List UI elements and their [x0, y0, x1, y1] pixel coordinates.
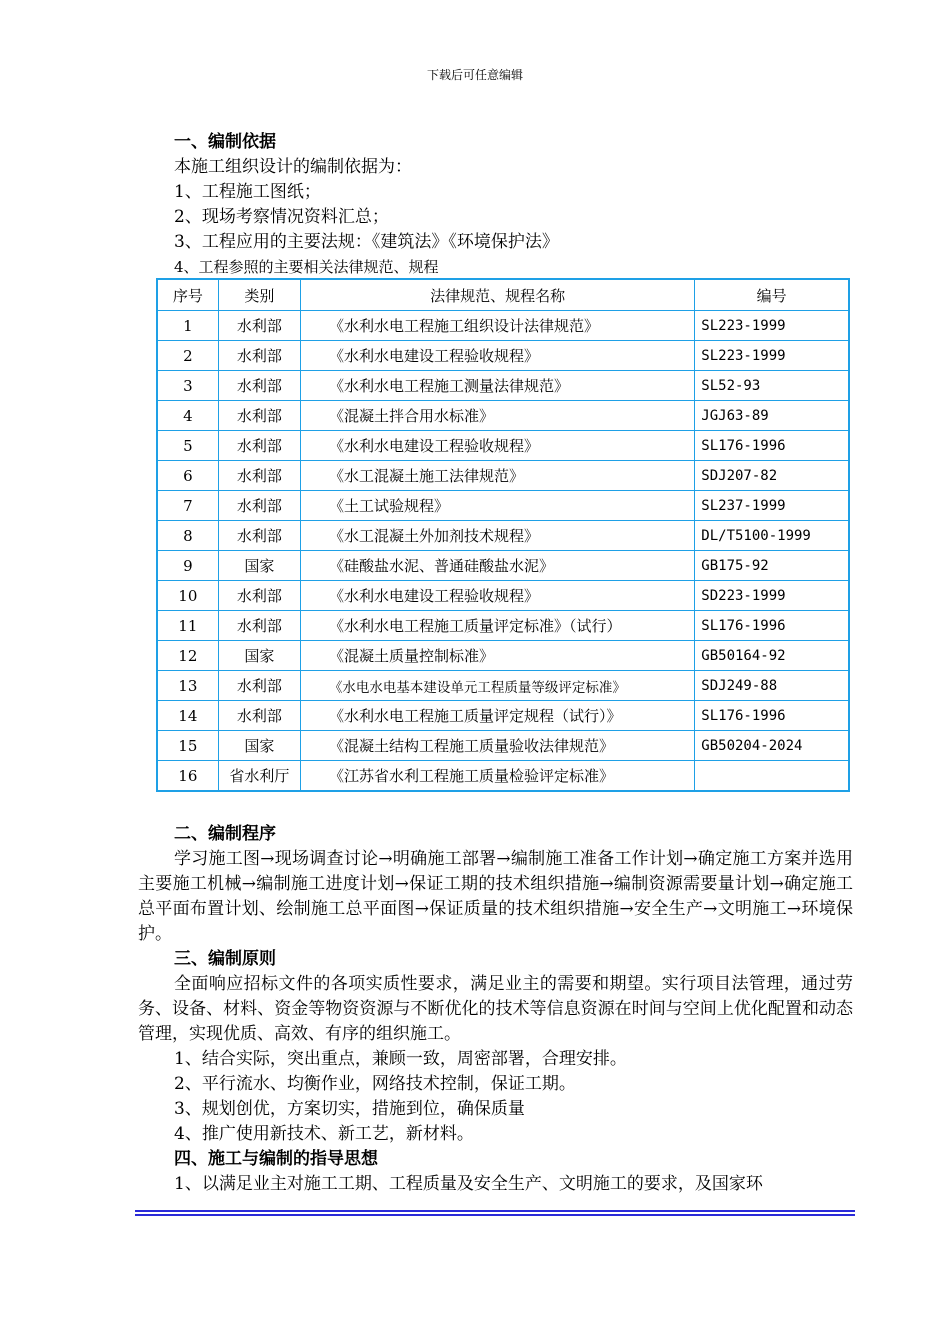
table-row: [157, 581, 849, 611]
cell-code: SDJ207-82: [695, 461, 849, 491]
table-row: [157, 311, 849, 341]
cell-name: 《混凝土质量控制标准》: [300, 641, 694, 671]
footer-rule-line: [135, 1214, 855, 1216]
table-row: [157, 641, 849, 671]
cell-name: 《水电水电基本建设单元工程质量等级评定标准》: [300, 671, 694, 701]
cell-name: 《江苏省水利工程施工质量检验评定标准》: [300, 761, 694, 792]
cell-no: 13: [157, 671, 218, 701]
section-title: 三、编制原则: [174, 949, 276, 969]
cell-code: JGJ63-89: [695, 401, 849, 431]
table-row: [157, 461, 849, 491]
basis-item: 1、工程施工图纸；: [174, 182, 321, 202]
cell-code: SL176-1996: [695, 611, 849, 641]
cell-no: 11: [157, 611, 218, 641]
cell-no: 9: [157, 551, 218, 581]
cell-category: 水利部: [218, 341, 300, 371]
cell-category: 水利部: [218, 401, 300, 431]
cell-category: 水利部: [218, 671, 300, 701]
cell-code: SL176-1996: [695, 701, 849, 731]
principle-item: 4、推广使用新技术、新工艺，新材料。: [174, 1124, 474, 1144]
section-title: 二、编制程序: [174, 824, 276, 844]
table-row: [157, 341, 849, 371]
section-title: 一、编制依据: [174, 132, 276, 152]
cell-category: 国家: [218, 641, 300, 671]
cell-code: SL52-93: [695, 371, 849, 401]
cell-no: 12: [157, 641, 218, 671]
cell-no: 16: [157, 761, 218, 792]
table-row: [157, 611, 849, 641]
header-category: 类别: [218, 279, 300, 311]
cell-category: 水利部: [218, 581, 300, 611]
cell-code: DL/T5100-1999: [695, 521, 849, 551]
cell-category: 水利部: [218, 611, 300, 641]
document-body-continued: [138, 822, 853, 1197]
section-intro: 本施工组织设计的编制依据为：: [174, 157, 412, 177]
cell-category: 水利部: [218, 521, 300, 551]
section-title: 四、施工与编制的指导思想: [174, 1149, 378, 1169]
cell-category: 水利部: [218, 371, 300, 401]
cell-code: SD223-1999: [695, 581, 849, 611]
cell-category: 国家: [218, 551, 300, 581]
cell-code: GB175-92: [695, 551, 849, 581]
footer-double-rule: [135, 1210, 855, 1216]
cell-name: 《混凝土拌合用水标准》: [300, 401, 694, 431]
header-no: 序号: [157, 279, 218, 311]
section-paragraph: 1、以满足业主对施工工期、工程质量及安全生产、文明施工的要求，及国家环: [174, 1174, 763, 1194]
basis-item: 4、工程参照的主要相关法律规范、规程: [174, 258, 439, 276]
header-code: 编号: [695, 279, 849, 311]
cell-code: SL176-1996: [695, 431, 849, 461]
cell-code: SL237-1999: [695, 491, 849, 521]
cell-category: 国家: [218, 731, 300, 761]
cell-category: 水利部: [218, 431, 300, 461]
cell-category: 水利部: [218, 701, 300, 731]
cell-name: 《混凝土结构工程施工质量验收法律规范》: [300, 731, 694, 761]
cell-no: 3: [157, 371, 218, 401]
footer-rule-line: [135, 1210, 855, 1212]
cell-no: 15: [157, 731, 218, 761]
cell-name: 《硅酸盐水泥、普通硅酸盐水泥》: [300, 551, 694, 581]
cell-no: 7: [157, 491, 218, 521]
cell-category: 水利部: [218, 461, 300, 491]
cell-name: 《水利水电建设工程验收规程》: [300, 341, 694, 371]
document-body: [138, 130, 853, 279]
basis-item: 3、工程应用的主要法规：《建筑法》《环境保护法》: [174, 232, 559, 252]
table-row: [157, 431, 849, 461]
cell-name: 《水利水电建设工程验收规程》: [300, 431, 694, 461]
cell-name: 《水工混凝土外加剂技术规程》: [300, 521, 694, 551]
table-row: [157, 491, 849, 521]
cell-code: SL223-1999: [695, 311, 849, 341]
principle-item: 3、规划创优，方案切实，措施到位，确保质量: [174, 1099, 525, 1119]
section-paragraph: 全面响应招标文件的各项实质性要求，满足业主的需要和期望。实行项目法管理，通过劳务、设备、材料、资金等物资资源与不断优化的技术等信息资源在时间与空间上优化配置和动态管理，实现优质、高效、有序的组织施工。: [138, 974, 853, 1044]
table-row: [157, 671, 849, 701]
cell-name: 《水利水电建设工程验收规程》: [300, 581, 694, 611]
cell-no: 14: [157, 701, 218, 731]
table-row: [157, 731, 849, 761]
cell-name: 《土工试验规程》: [300, 491, 694, 521]
basis-item: 2、现场考察情况资料汇总；: [174, 207, 389, 227]
table-row: [157, 371, 849, 401]
cell-code: [695, 761, 849, 792]
principle-item: 2、平行流水、均衡作业，网络技术控制，保证工期。: [174, 1074, 576, 1094]
table-header-row: [157, 279, 849, 311]
cell-code: GB50204-2024: [695, 731, 849, 761]
principle-item: 1、结合实际，突出重点，兼顾一致，周密部署，合理安排。: [174, 1049, 627, 1069]
cell-name: 《水利水电工程施工测量法律规范》: [300, 371, 694, 401]
page-header-note: 下载后可任意编辑: [426, 68, 523, 82]
table-row: [157, 701, 849, 731]
table-row: [157, 521, 849, 551]
cell-code: SL223-1999: [695, 341, 849, 371]
cell-code: SDJ249-88: [695, 671, 849, 701]
cell-no: 4: [157, 401, 218, 431]
cell-category: 水利部: [218, 491, 300, 521]
cell-no: 1: [157, 311, 218, 341]
cell-category: 水利部: [218, 311, 300, 341]
regulations-table: [156, 278, 850, 792]
cell-category: 省水利厅: [218, 761, 300, 792]
table-row: [157, 551, 849, 581]
cell-name: 《水工混凝土施工法律规范》: [300, 461, 694, 491]
cell-no: 5: [157, 431, 218, 461]
table-row: [157, 401, 849, 431]
cell-name: 《水利水电工程施工组织设计法律规范》: [300, 311, 694, 341]
section-paragraph: 学习施工图→现场调查讨论→明确施工部署→编制施工准备工作计划→确定施工方案并选用主要施工机械→编制施工进度计划→保证工期的技术组织措施→编制资源需要量计划→确定施工总平面布置计划、绘制施工总平面图→保证质量的技术组织措施→安全生产→文明施工→环境保护。: [138, 849, 853, 944]
header-name: 法律规范、规程名称: [300, 279, 694, 311]
cell-no: 2: [157, 341, 218, 371]
cell-no: 6: [157, 461, 218, 491]
cell-no: 10: [157, 581, 218, 611]
cell-name: 《水利水电工程施工质量评定标准》（试行）: [300, 611, 694, 641]
cell-code: GB50164-92: [695, 641, 849, 671]
table-row: [157, 761, 849, 792]
cell-no: 8: [157, 521, 218, 551]
cell-name: 《水利水电工程施工质量评定规程（试行）》: [300, 701, 694, 731]
